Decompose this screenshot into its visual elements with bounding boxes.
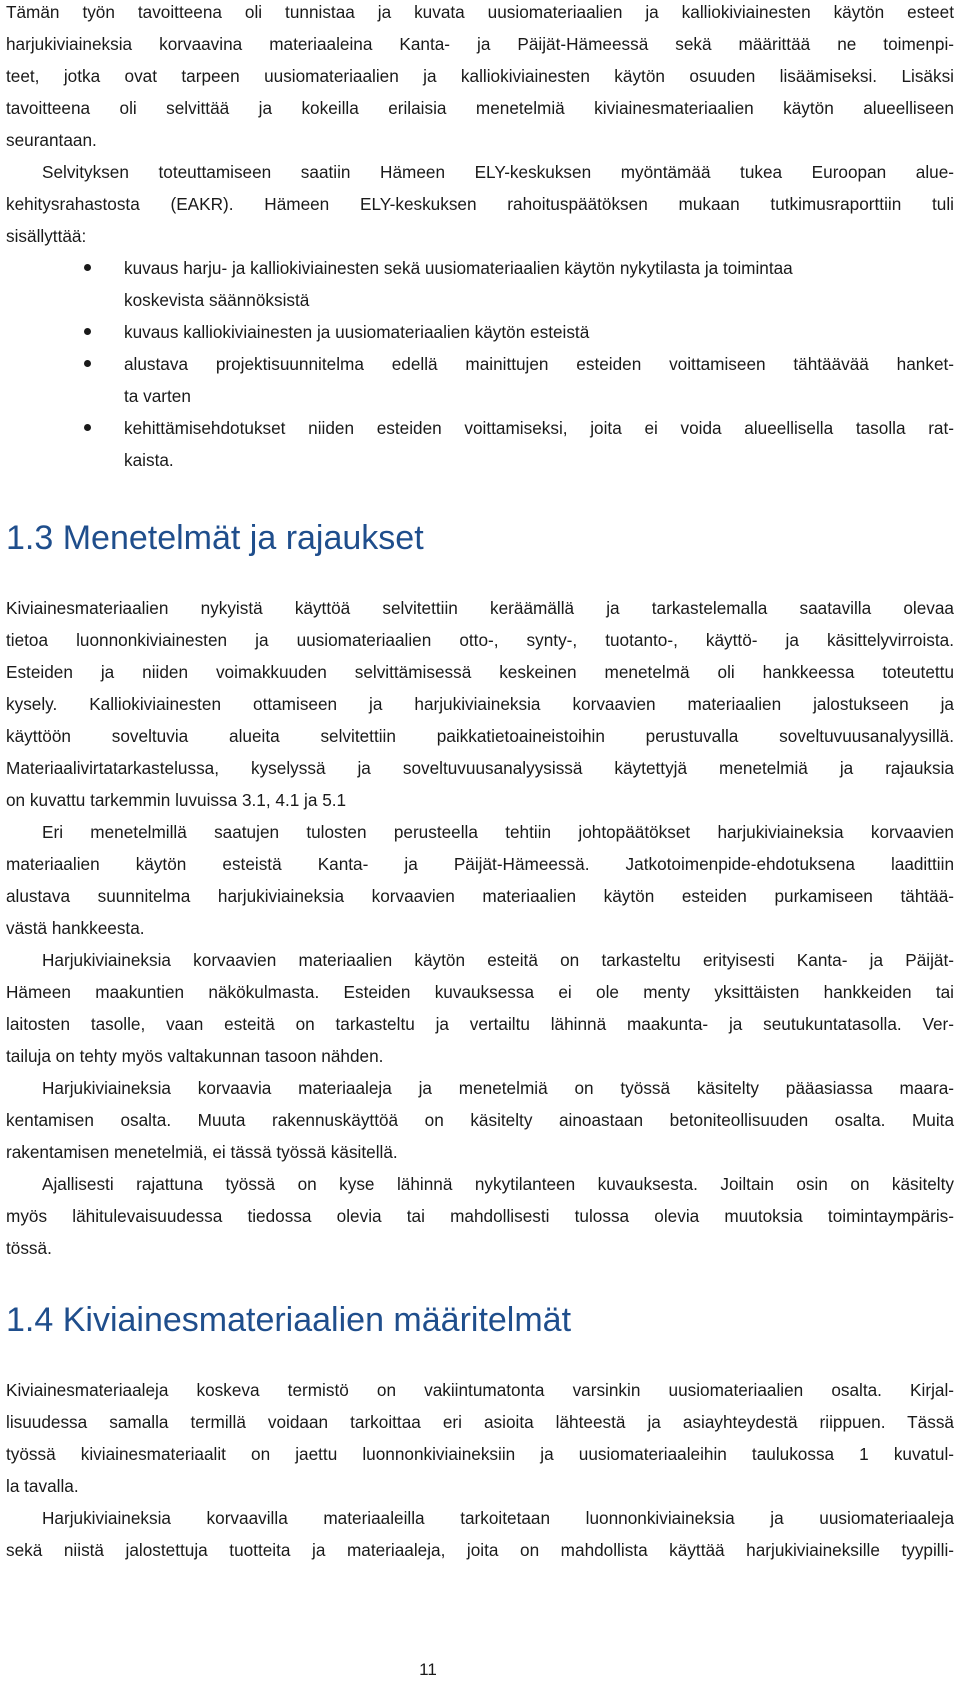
section-heading: 1.4 Kiviainesmateriaalien määritelmät [6,1301,572,1339]
body-line: Selvityksen toteuttamiseen saatiin Hämeen ELY-keskuksen myöntämää tukea Euroopan alue- [42,162,954,182]
bullet-item: alustava projektisuunnitelma edellä mainittujen esteiden voittamiseen tähtäävää hanket- [124,354,954,374]
body-line: työssä kiviainesmateriaalit on jaettu luonnonkiviaineksiin ja uusiomateriaaleihin taulukossa 1 kuvatul- [6,1444,954,1464]
bullet-item: ta varten [124,386,191,406]
body-line: tössä. [6,1238,52,1258]
body-line: kysely. Kalliokiviainesten ottamiseen ja harjukiviaineksia korvaavien materiaalien jalostukseen ja [6,694,954,714]
bullet-marker [84,424,91,431]
body-line: myös lähitulevaisuudessa tiedossa olevia tai mahdollisesti tulossa olevia muutoksia toimintaympäris- [6,1206,954,1226]
body-line: Kiviainesmateriaalien nykyistä käyttöä selvitettiin keräämällä ja tarkastelemalla saatavilla olevaa [6,598,954,618]
body-line: Ajallisesti rajattuna työssä on kyse lähinnä nykytilanteen kuvauksesta. Joiltain osin on käsitelty [42,1174,954,1194]
body-line: Materiaalivirtatarkastelussa, kyselyssä ja soveltuvuusanalyysissä käytettyjä menetelmiä ja rajauksia [6,758,954,778]
bullet-marker [84,264,91,271]
body-line: kehitysrahastosta (EAKR). Hämeen ELY-keskuksen rahoituspäätöksen mukaan tutkimusraporttiin tuli [6,194,954,214]
body-line: seurantaan. [6,130,97,150]
body-line: tavoitteena oli selvittää ja kokeilla erilaisia menetelmiä kiviainesmateriaalien käytön alueelliseen [6,98,954,118]
body-line: Harjukiviaineksia korvaavilla materiaaleilla tarkoitetaan luonnonkiviaineksia ja uusiomateriaaleja [42,1508,954,1528]
bullet-item: koskevista säännöksistä [124,290,310,310]
bullet-item: kehittämisehdotukset niiden esteiden voittamiseksi, joita ei voida alueellisella tasolla rat- [124,418,954,438]
bullet-item: kuvaus harju- ja kalliokiviainesten sekä uusiomateriaalien käytön nykytilasta ja toimintaa [124,258,793,278]
body-line: alustava suunnitelma harjukiviaineksia korvaavien materiaalien käytön esteiden purkamiseen tähtää- [6,886,954,906]
bullet-item: kuvaus kalliokiviainesten ja uusiomateriaalien käytön esteistä [124,322,590,342]
body-line: on kuvattu tarkemmin luvuissa 3.1, 4.1 ja 5.1 [6,790,347,810]
body-line: laitosten tasolle, vaan esteitä on tarkasteltu ja vertailtu lähinnä maakunta- ja seutukuntatasolla. Ver- [6,1014,954,1034]
body-line: Hämeen maakuntien näkökulmasta. Esteiden kuvauksessa ei ole menty yksittäisten hankkeiden tai [6,982,954,1002]
body-line: Esteiden ja niiden voimakkuuden selvittämisessä keskeinen menetelmä oli hankkeessa toteutettu [6,662,954,682]
body-line: tailuja on tehty myös valtakunnan tasoon nähden. [6,1046,384,1066]
body-line: materiaalien käytön esteistä Kanta- ja Päijät-Hämeessä. Jatkotoimenpide-ehdotuksena laadittiin [6,854,954,874]
body-line: Harjukiviaineksia korvaavien materiaalien käytön esteitä on tarkasteltu erityisesti Kanta- ja Päijät- [42,950,954,970]
body-line: sisällyttää: [6,226,87,246]
body-line: västä hankkeesta. [6,918,145,938]
body-line: Tämän työn tavoitteena oli tunnistaa ja kuvata uusiomateriaalien ja kalliokiviainesten käytön esteet [6,2,954,22]
body-line: Harjukiviaineksia korvaavia materiaaleja ja menetelmiä on työssä käsitelty pääasiassa maara- [42,1078,954,1098]
body-line: rakentamisen menetelmiä, ei tässä työssä käsitellä. [6,1142,398,1162]
body-line: käyttöön soveltuvia alueita selvitettiin paikkatietoaineistoihin perustuvalla soveltuvuusanalyysillä. [6,726,954,746]
bullet-item: kaista. [124,450,174,470]
body-line: sekä niistä jalostettuja tuotteita ja materiaaleja, joita on mahdollista käyttää harjukiviaineksille tyypilli- [6,1540,954,1560]
body-line: lisuudessa samalla termillä voidaan tarkoittaa eri asioita lähteestä ja asiayhteydestä riippuen. Tässä [6,1412,954,1432]
bullet-marker [84,328,91,335]
body-line: harjukiviaineksia korvaavina materiaaleina Kanta- ja Päijät-Hämeessä sekä määrittää ne toimenpi- [6,34,954,54]
page-number: 11 [419,1660,437,1679]
body-line: Eri menetelmillä saatujen tulosten perusteella tehtiin johtopäätökset harjukiviaineksia korvaavien [42,822,954,842]
body-line: teet, jotka ovat tarpeen uusiomateriaalien ja kalliokiviainesten käytön osuuden lisäämiseksi. Lisäksi [6,66,954,86]
body-line: Kiviainesmateriaaleja koskeva termistö on vakiintumatonta varsinkin uusiomateriaalien osalta. Kirjal- [6,1380,954,1400]
body-line: kentamisen osalta. Muuta rakennuskäyttöä on käsitelty ainoastaan betoniteollisuuden osalta. Muita [6,1110,954,1130]
bullet-marker [84,360,91,367]
body-line: tietoa luonnonkiviainesten ja uusiomateriaalien otto-, synty-, tuotanto-, käyttö- ja käsittelyvirroista. [6,630,954,650]
body-line: la tavalla. [6,1476,79,1496]
section-heading: 1.3 Menetelmät ja rajaukset [6,519,424,557]
